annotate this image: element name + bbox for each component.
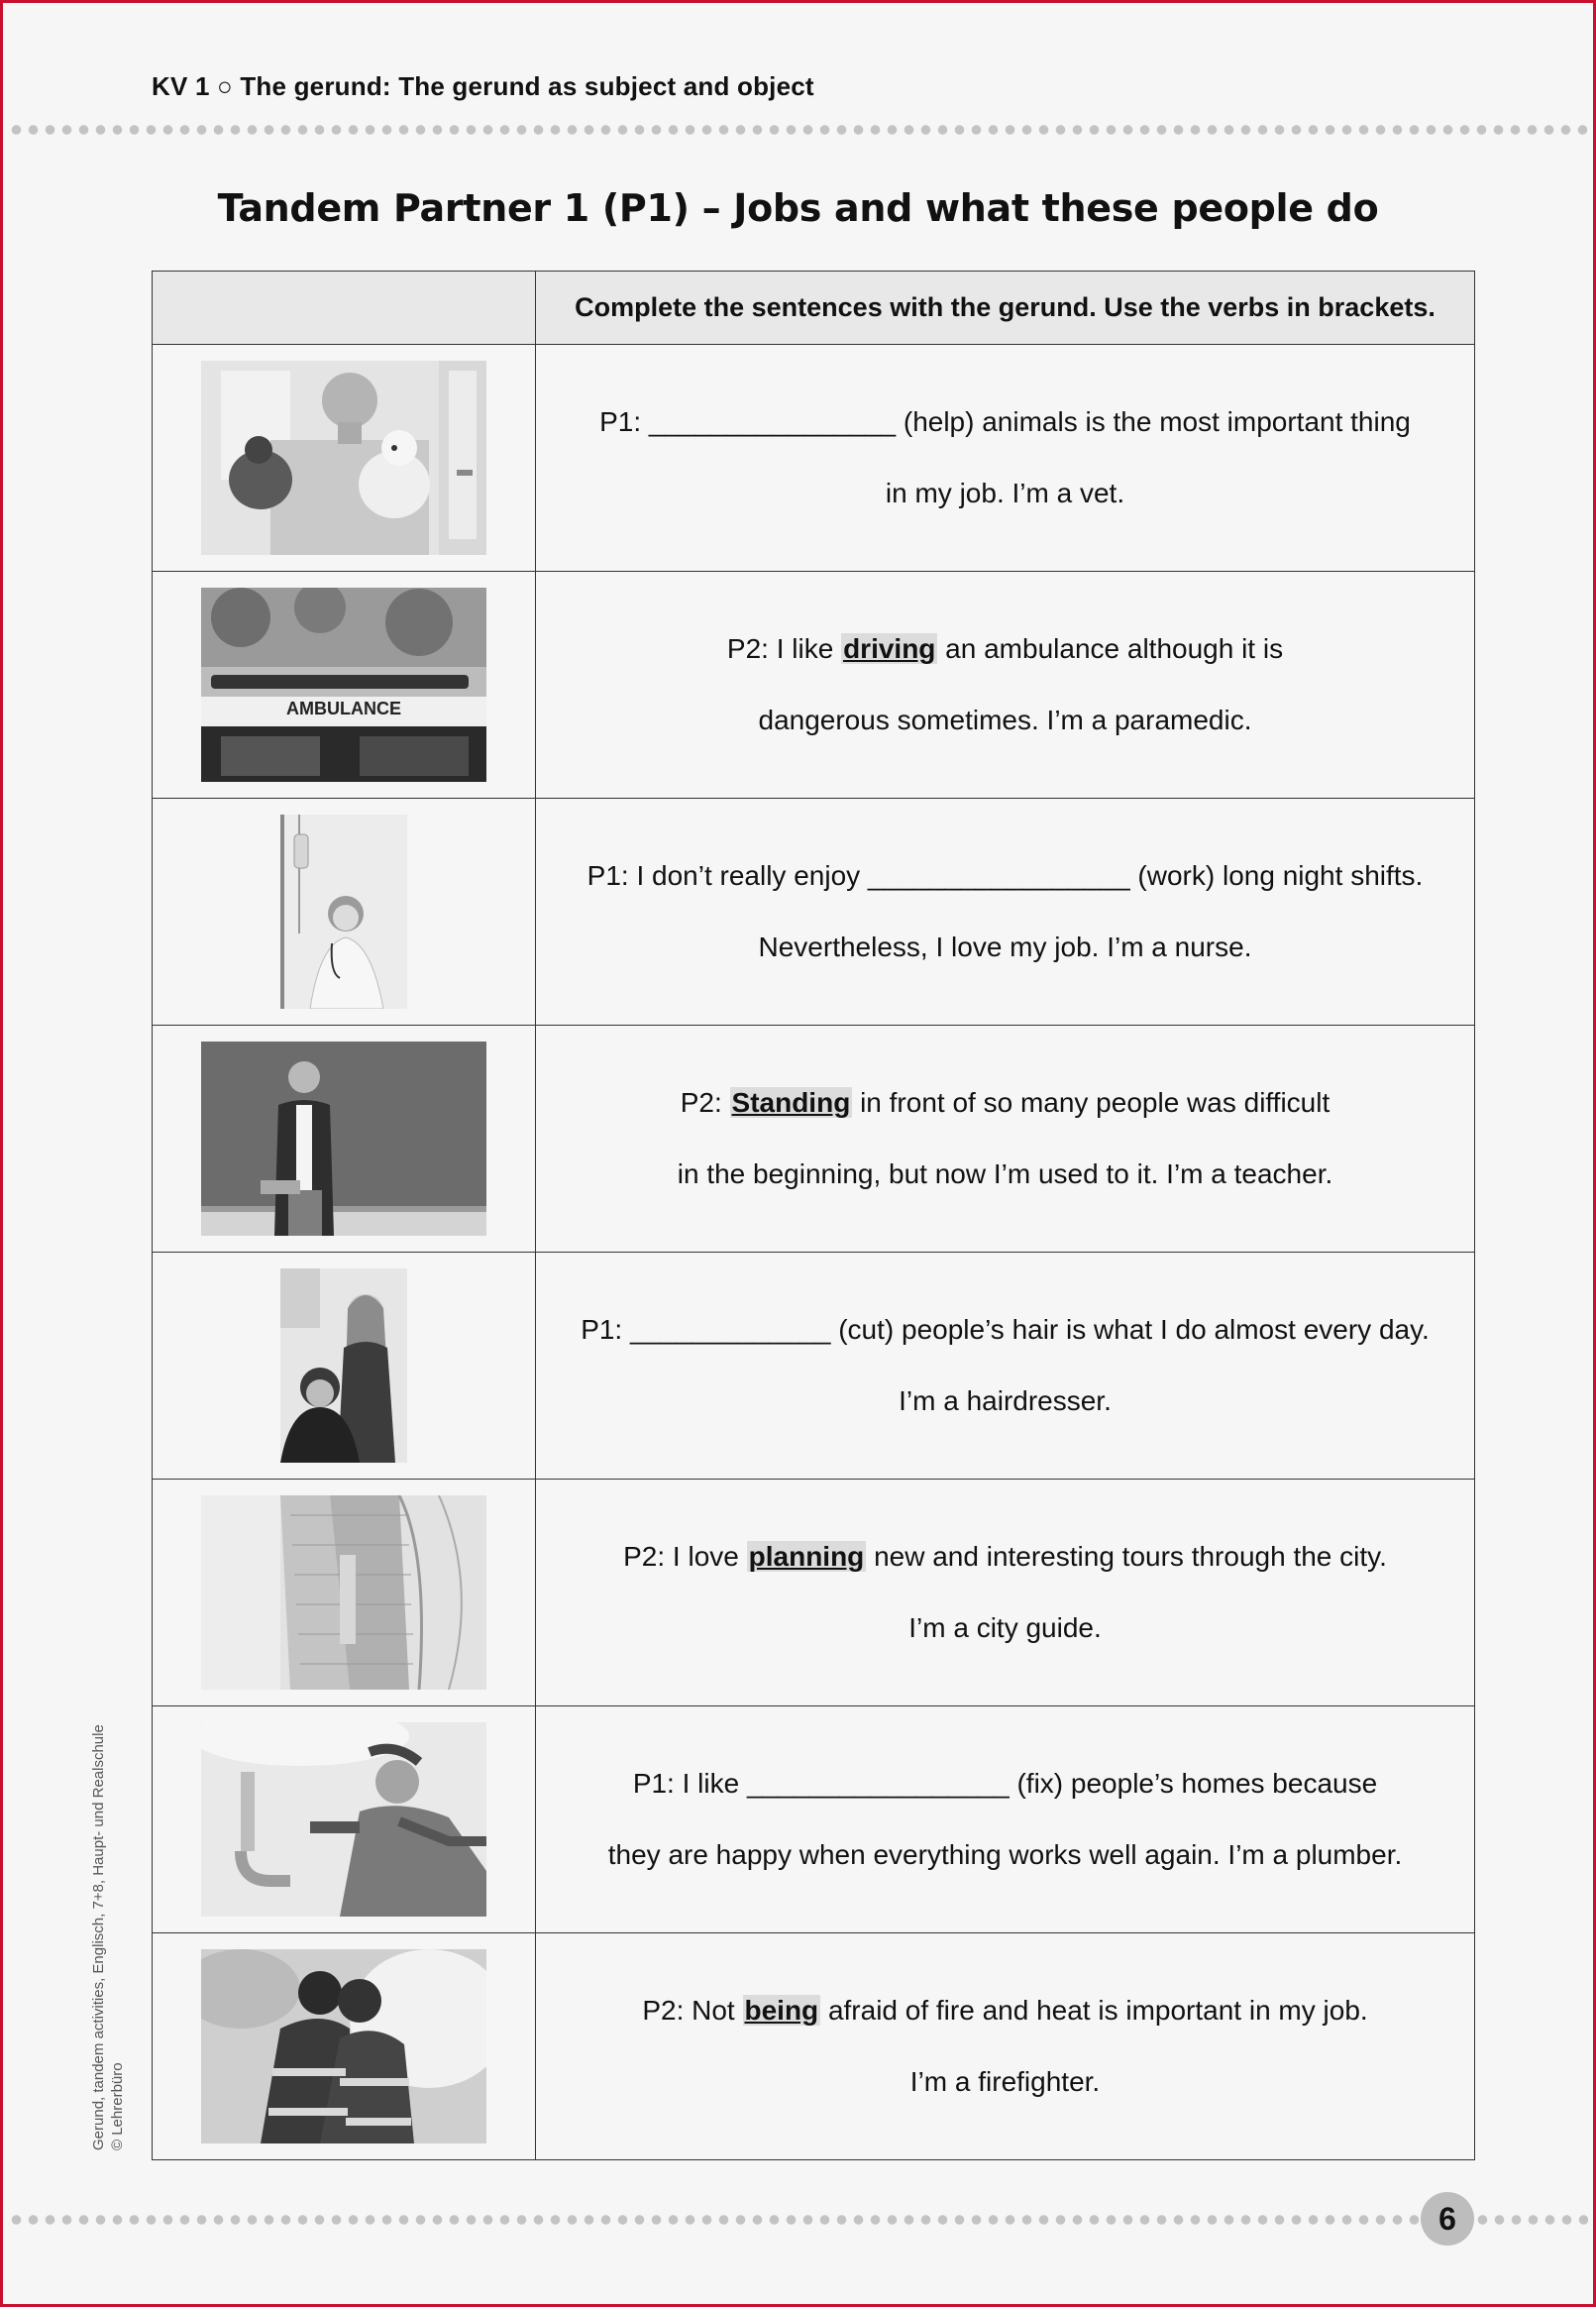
sentence-start: P1: I like _________________ (fix) people’s homes because [632, 1768, 1378, 1799]
sentence-line-2: dangerous sometimes. I’m a paramedic. [758, 705, 1252, 735]
table-row [153, 572, 1475, 799]
firefighters-photo [201, 1949, 486, 2143]
photo-cell [153, 799, 536, 1026]
sentence-end: afraid of fire and heat is important in my job. [820, 1995, 1368, 2026]
sentence-start: P1: ________________ (help) animals is the most important thing [599, 406, 1411, 437]
sentence-line-1 [552, 840, 1458, 912]
sentence-start: P2: Not [642, 1995, 743, 2026]
sentence-line-1 [552, 1975, 1458, 2046]
city-map-photo [201, 1495, 486, 1690]
sentence-cell [536, 1706, 1475, 1933]
dotted-divider-bottom-right [1474, 2214, 1588, 2226]
plumber-photo [201, 1722, 486, 1917]
table-row [153, 1253, 1475, 1480]
sentence-line-2: in my job. I’m a vet. [885, 478, 1125, 508]
page-title: Tandem Partner 1 (P1) – Jobs and what these people do [217, 186, 1379, 230]
sentence-line-1 [552, 1521, 1458, 1593]
sentence-start: P1: I don’t really enjoy _________________ (work) long night shifts. [586, 860, 1424, 891]
sentence-start: P1: _____________ (cut) people’s hair is what I do almost every day. [581, 1314, 1430, 1345]
sentence-end: an ambulance although it is [937, 633, 1284, 664]
nurse-photo [280, 815, 407, 1009]
svg-text:AMBULANCE: AMBULANCE [286, 699, 401, 718]
table-row [153, 799, 1475, 1026]
table-row [153, 1480, 1475, 1706]
sentence-cell [536, 572, 1475, 799]
photo-cell [153, 1253, 536, 1480]
photo-cell [153, 1706, 536, 1933]
sentence-line-1 [552, 1294, 1458, 1366]
photo-cell [153, 345, 536, 572]
worksheet-header: KV 1 ○ The gerund: The gerund as subject and object [152, 71, 814, 101]
sentence-line-1 [552, 1748, 1458, 1819]
credit-line-1: Gerund, tandem activities, Englisch, 7+8, Haupt- und Realschule [90, 1724, 107, 2150]
gerund-answer: Standing [731, 1087, 851, 1118]
sentence-line-2: I’m a hairdresser. [899, 1385, 1112, 1416]
dotted-divider-bottom [8, 2214, 1423, 2226]
sentence-line-1 [552, 1067, 1458, 1139]
sentence-line-2: I’m a city guide. [908, 1612, 1102, 1643]
vet-with-pets-photo [201, 361, 486, 555]
table-row [153, 1706, 1475, 1933]
gerund-answer: driving [843, 633, 936, 664]
sentence-cell [536, 799, 1475, 1026]
sentence-start: P2: I like [726, 633, 842, 664]
table-row [153, 1026, 1475, 1253]
sentence-line-2: in the beginning, but now I’m used to it. I’m a teacher. [677, 1158, 1333, 1189]
page-number-badge: 6 [1421, 2192, 1474, 2246]
gerund-answer: being [744, 1995, 819, 2026]
table-header-empty-cell [153, 272, 536, 345]
copyright-credit [89, 1724, 127, 2150]
sentence-cell [536, 1480, 1475, 1706]
sentence-cell [536, 1026, 1475, 1253]
sentence-cell [536, 345, 1475, 572]
credit-line-2: © Lehrerbüro [109, 2062, 126, 2150]
table-row [153, 1933, 1475, 2160]
dotted-divider-top [8, 124, 1588, 136]
sentence-start: P2: I love [623, 1541, 747, 1572]
table-row [153, 345, 1475, 572]
gerund-answer: planning [748, 1541, 865, 1572]
sentence-line-2: I’m a firefighter. [909, 2066, 1101, 2097]
sentence-line-1 [552, 613, 1458, 685]
ambulance-photo [201, 588, 486, 782]
photo-cell [153, 1480, 536, 1706]
sentence-cell [536, 1253, 1475, 1480]
photo-cell [153, 1026, 536, 1253]
sentence-end: in front of so many people was difficult [852, 1087, 1330, 1118]
photo-cell [153, 572, 536, 799]
instruction-header: Complete the sentences with the gerund. Use the verbs in brackets. [536, 272, 1475, 345]
exercise-table [152, 271, 1475, 2160]
sentence-end: new and interesting tours through the city. [866, 1541, 1387, 1572]
sentence-line-1 [552, 386, 1458, 458]
sentence-start: P2: [680, 1087, 730, 1118]
table-header-row [153, 272, 1475, 345]
sentence-line-2: Nevertheless, I love my job. I’m a nurse. [758, 932, 1252, 962]
sentence-cell [536, 1933, 1475, 2160]
sentence-line-2: they are happy when everything works well again. I’m a plumber. [607, 1839, 1403, 1870]
hairdresser-photo [280, 1268, 407, 1463]
teacher-photo [201, 1042, 486, 1236]
photo-cell [153, 1933, 536, 2160]
